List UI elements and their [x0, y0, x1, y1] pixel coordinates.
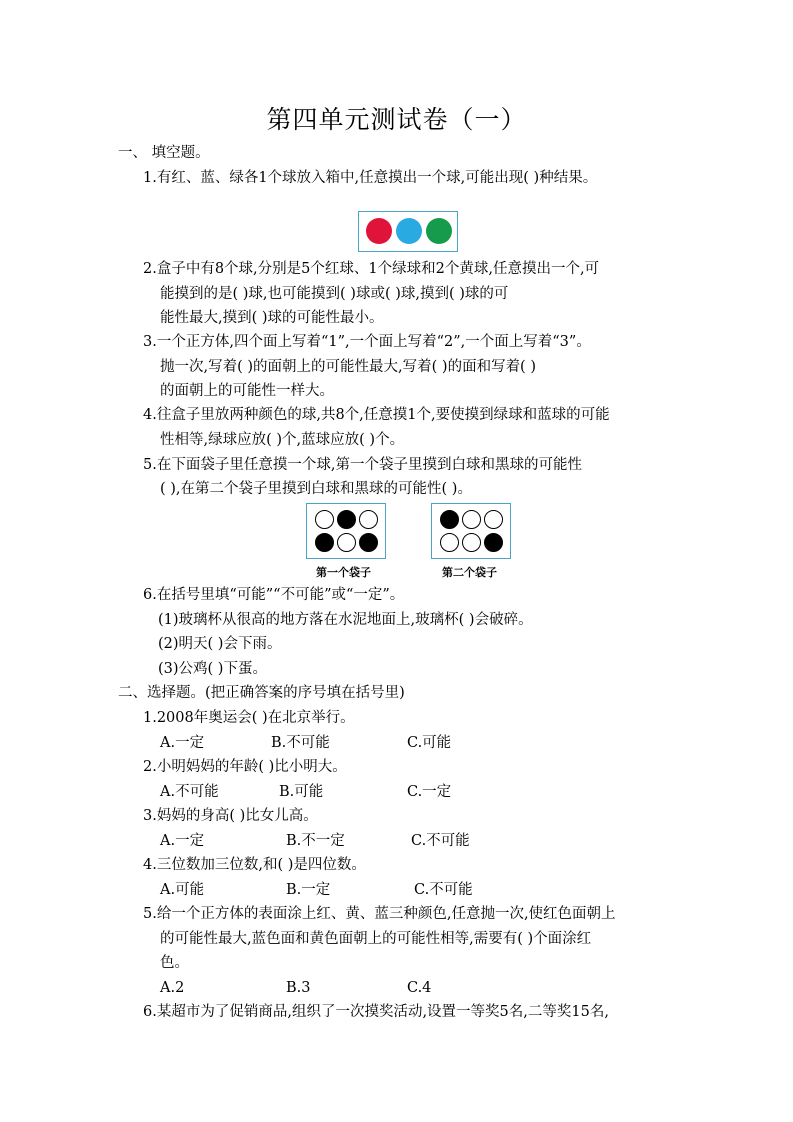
bag1-ball — [337, 533, 356, 552]
s2-q4: 4.三位数加三位数,和( )是四位数。 — [143, 857, 366, 873]
s1-q3-line2: 抛一次,写着( )的面朝上的可能性最大,写着( )的面和写着( ) — [160, 359, 536, 375]
bag2-ball — [440, 533, 459, 552]
bag2-ball — [484, 510, 503, 529]
s1-q6-item-3: (3)公鸡( )下蛋。 — [158, 661, 267, 677]
s2-q2-option-b: B.可能 — [279, 784, 324, 800]
s1-q3-line3: 的面朝上的可能性一样大。 — [160, 383, 334, 399]
s2-q5-line2: 的可能性最大,蓝色面和黄色面朝上的可能性相等,需要有( )个面涂红 — [160, 931, 592, 947]
red-ball — [366, 218, 392, 244]
s2-q1-option-c: C.可能 — [407, 735, 452, 751]
s1-q6-item-2: (2)明天( )会下雨。 — [158, 636, 282, 652]
s1-q6: 6.在括号里填“可能”“不可能”或“一定”。 — [143, 587, 405, 603]
section1-heading: 一、 填空题。 — [118, 145, 210, 161]
bag2-ball — [462, 533, 481, 552]
s1-q4-line1: 4.往盒子里放两种颜色的球,共8个,任意摸1个,要使摸到绿球和蓝球的可能 — [143, 407, 610, 423]
s2-q1: 1.2008年奥运会( )在北京举行。 — [143, 710, 355, 726]
s2-q6: 6.某超市为了促销商品,组织了一次摸奖活动,设置一等奖5名,二等奖15名, — [143, 1004, 609, 1020]
bag-2 — [431, 503, 511, 559]
s1-q4-line2: 性相等,绿球应放( )个,蓝球应放( )个。 — [160, 432, 405, 448]
balls-figure — [358, 211, 458, 252]
s2-q1-option-a: A.一定 — [160, 735, 205, 751]
s2-q4-option-a: A.可能 — [160, 882, 205, 898]
s2-q5-line3: 色。 — [160, 955, 189, 971]
bag1-ball — [315, 533, 334, 552]
bag2-caption: 第二个袋子 — [442, 566, 497, 579]
s1-q2-line1: 2.盒子中有8个球,分别是5个红球、1个绿球和2个黄球,任意摸出一个,可 — [143, 261, 600, 277]
s2-q5-option-a: A.2 — [160, 980, 185, 996]
s1-q1: 1.有红、蓝、绿各1个球放入箱中,任意摸出一个球,可能出现( )种结果。 — [143, 170, 598, 186]
bag2-ball — [462, 510, 481, 529]
s2-q3: 3.妈妈的身高( )比女儿高。 — [143, 808, 318, 824]
s2-q1-option-b: B.不可能 — [271, 735, 330, 751]
s2-q3-option-b: B.不一定 — [286, 833, 345, 849]
s1-q5-line2: ( ),在第二个袋子里摸到白球和黑球的可能性( )。 — [160, 481, 472, 497]
bag1-ball — [315, 510, 334, 529]
s2-q3-option-c: C.不可能 — [411, 833, 470, 849]
s1-q6-item-1: (1)玻璃杯从很高的地方落在水泥地面上,玻璃杯( )会破碎。 — [158, 612, 533, 628]
s1-q2-line2: 能摸到的是( )球,也可能摸到( )球或( )球,摸到( )球的可 — [160, 286, 509, 302]
blue-ball — [396, 218, 422, 244]
s2-q2: 2.小明妈妈的年龄( )比小明大。 — [143, 759, 347, 775]
green-ball — [426, 218, 452, 244]
s1-q2-line3: 能性最大,摸到( )球的可能性最小。 — [160, 310, 384, 326]
bag1-ball — [337, 510, 356, 529]
s2-q5-option-b: B.3 — [286, 980, 311, 996]
s2-q3-option-a: A.一定 — [160, 833, 205, 849]
bag2-ball — [440, 510, 459, 529]
bag1-caption: 第一个袋子 — [316, 566, 371, 579]
page-title: 第四单元测试卷（一） — [266, 105, 527, 134]
s2-q2-option-a: A.不可能 — [160, 784, 219, 800]
s2-q4-option-c: C.不可能 — [414, 882, 473, 898]
s2-q4-option-b: B.一定 — [286, 882, 331, 898]
s1-q5-line1: 5.在下面袋子里任意摸一个球,第一个袋子里摸到白球和黑球的可能性 — [143, 457, 582, 473]
bag1-ball — [359, 510, 378, 529]
s2-q5-option-c: C.4 — [407, 980, 432, 996]
s2-q2-option-c: C.一定 — [407, 784, 452, 800]
section2-heading: 二、选择题。(把正确答案的序号填在括号里) — [118, 685, 405, 701]
s1-q3-line1: 3.一个正方体,四个面上写着“1”,一个面上写着“2”,一个面上写着“3”。 — [143, 334, 591, 350]
bag1-ball — [359, 533, 378, 552]
s2-q5-line1: 5.给一个正方体的表面涂上红、黄、蓝三种颜色,任意抛一次,使红色面朝上 — [143, 906, 616, 922]
bag-1 — [306, 503, 386, 559]
bag2-ball — [484, 533, 503, 552]
